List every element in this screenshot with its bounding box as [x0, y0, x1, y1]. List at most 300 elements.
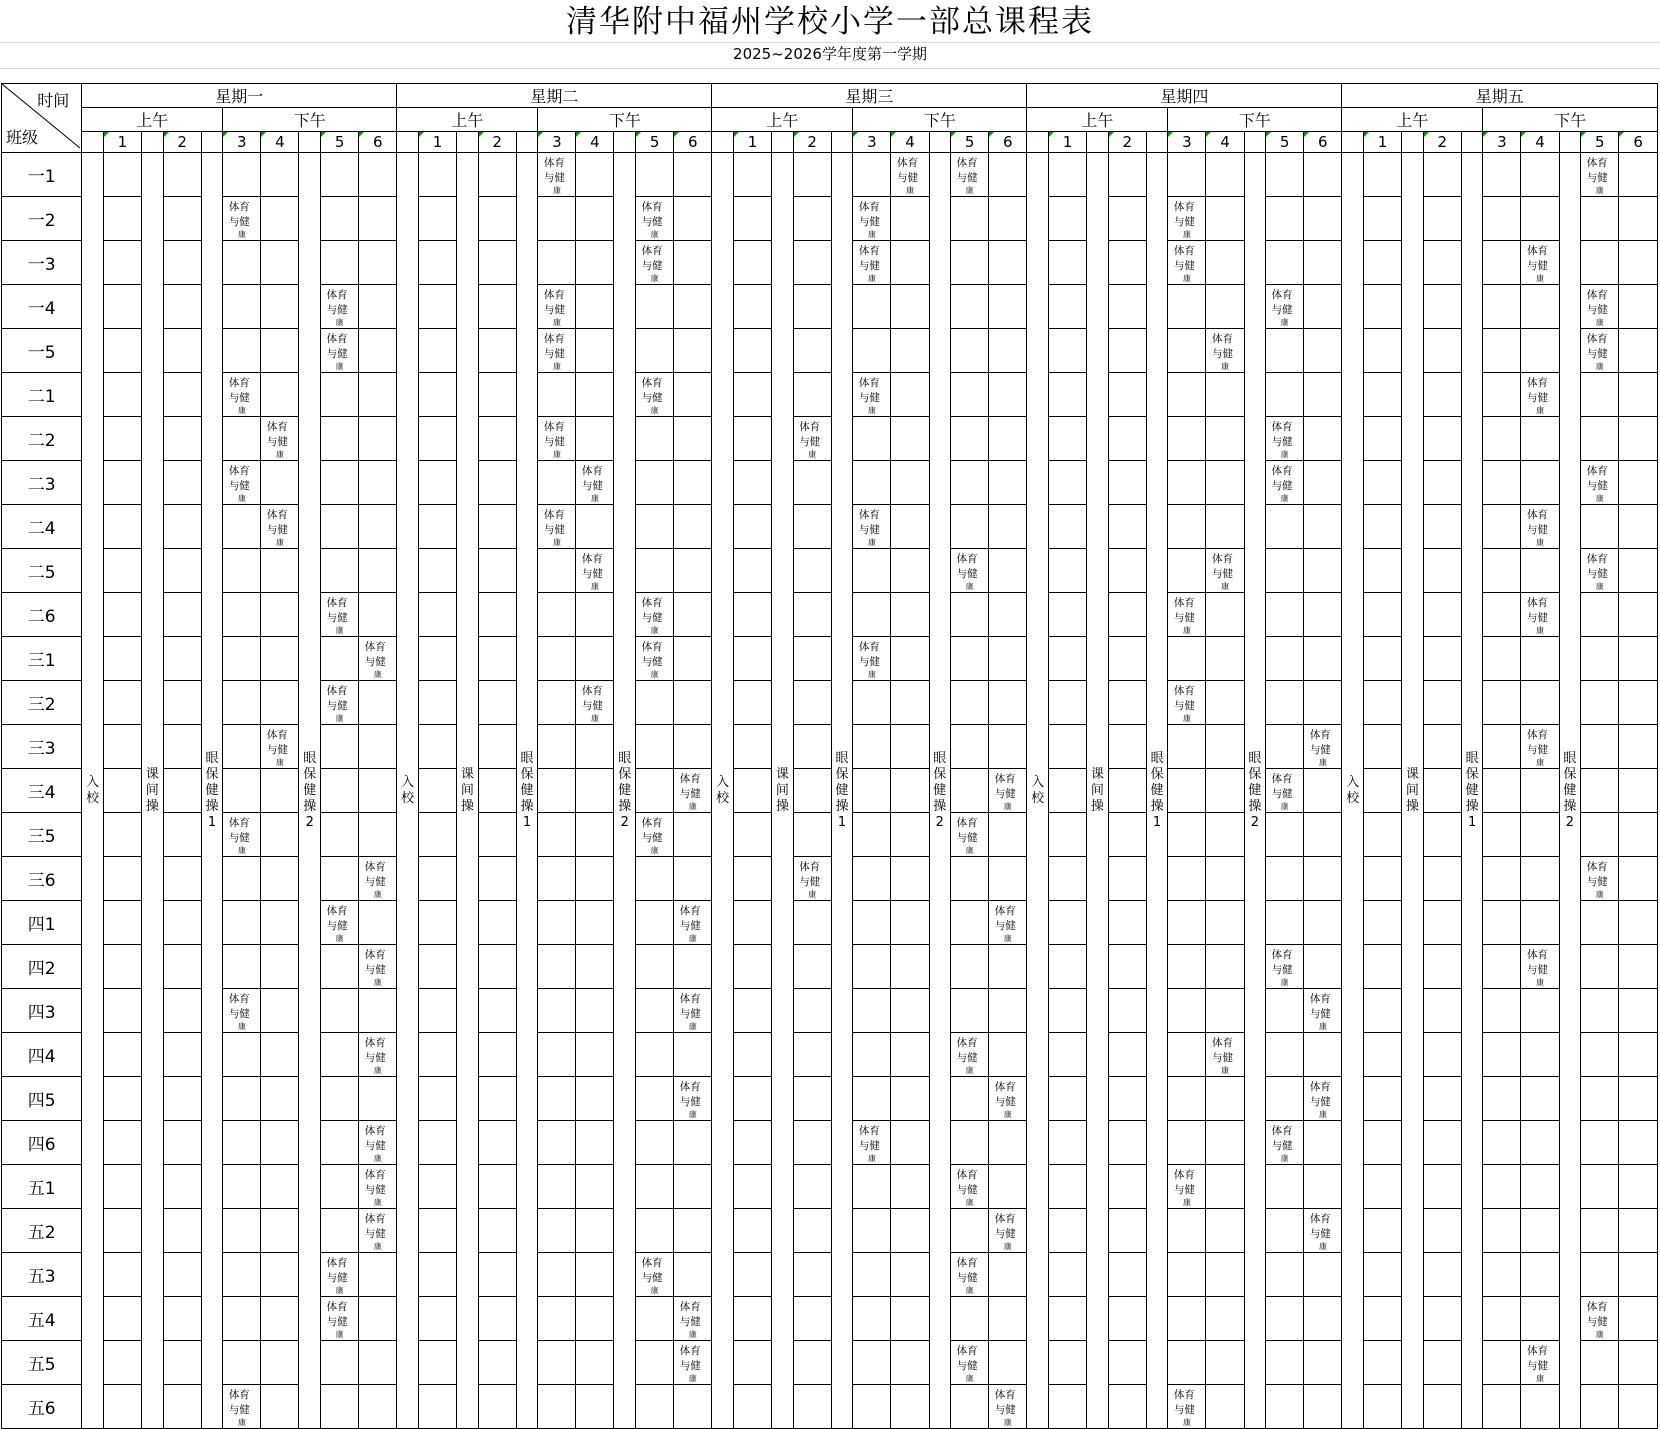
schedule-cell [793, 1077, 831, 1121]
class-name: 四6 [2, 1121, 82, 1165]
schedule-cell [1483, 197, 1521, 241]
schedule-cell [321, 1077, 359, 1121]
schedule-cell [1206, 461, 1244, 505]
class-name: 五3 [2, 1253, 82, 1297]
schedule-cell [163, 637, 201, 681]
schedule-cell [989, 1121, 1027, 1165]
schedule-cell [1423, 1253, 1461, 1297]
empty-header-cell [831, 132, 853, 153]
schedule-cell [1168, 1165, 1206, 1209]
term-subtitle: 2025~2026学年度第一学期 [733, 45, 927, 63]
schedule-cell [1266, 285, 1304, 329]
schedule-cell [1266, 901, 1304, 945]
schedule-cell [1521, 1209, 1559, 1253]
schedule-cell [1423, 505, 1461, 549]
schedule-cell [951, 241, 989, 285]
schedule-cell [636, 813, 674, 857]
period-number: 3 [1483, 132, 1521, 153]
schedule-cell [1108, 241, 1146, 285]
schedule-cell [478, 637, 516, 681]
schedule-cell [223, 1253, 261, 1297]
schedule-cell [261, 769, 299, 813]
schedule-cell [951, 813, 989, 857]
schedule-cell [359, 461, 397, 505]
schedule-cell [1266, 857, 1304, 901]
schedule-cell [1619, 681, 1658, 725]
pe-lesson: 体育与健 康 [679, 1080, 701, 1119]
schedule-cell [1619, 1165, 1658, 1209]
schedule-cell [223, 769, 261, 813]
schedule-cell [989, 1297, 1027, 1341]
period-number: 5 [636, 132, 674, 153]
schedule-cell [1266, 681, 1304, 725]
schedule-cell [733, 681, 771, 725]
schedule-cell [1266, 1341, 1304, 1385]
schedule-cell [891, 725, 929, 769]
schedule-cell [891, 989, 929, 1033]
schedule-cell [321, 1297, 359, 1341]
empty-header-cell [772, 132, 794, 153]
schedule-cell [793, 1121, 831, 1165]
schedule-cell [674, 681, 712, 725]
schedule-cell [853, 505, 891, 549]
period-number: 2 [793, 132, 831, 153]
schedule-cell [733, 417, 771, 461]
schedule-cell [1304, 813, 1342, 857]
pe-lesson: 体育与健 康 [543, 288, 565, 327]
schedule-cell [1619, 857, 1658, 901]
class-name: 五5 [2, 1341, 82, 1385]
schedule-cell [418, 549, 456, 593]
schedule-cell [538, 945, 576, 989]
day-header: 星期四 [1027, 84, 1342, 108]
class-name: 四1 [2, 901, 82, 945]
schedule-cell [1364, 1297, 1402, 1341]
schedule-cell [1521, 1121, 1559, 1165]
schedule-cell [853, 1385, 891, 1429]
schedule-cell [478, 725, 516, 769]
pe-lesson: 体育与健 康 [1309, 992, 1331, 1031]
schedule-cell [989, 373, 1027, 417]
schedule-cell [478, 1385, 516, 1429]
schedule-cell [359, 813, 397, 857]
schedule-cell [1049, 505, 1087, 549]
schedule-cell [891, 1077, 929, 1121]
day-header: 星期三 [712, 84, 1027, 108]
schedule-cell [538, 901, 576, 945]
schedule-cell [1266, 725, 1304, 769]
schedule-cell [103, 813, 141, 857]
schedule-cell [1168, 1297, 1206, 1341]
class-name: 一5 [2, 329, 82, 373]
schedule-cell [418, 1165, 456, 1209]
pe-lesson: 体育与健 康 [1586, 156, 1608, 195]
empty-header-cell [1402, 132, 1424, 153]
schedule-cell [1619, 593, 1658, 637]
schedule-cell [321, 725, 359, 769]
schedule-cell [1581, 461, 1619, 505]
schedule-cell [1483, 945, 1521, 989]
schedule-cell [891, 857, 929, 901]
schedule-cell [793, 505, 831, 549]
schedule-cell [636, 197, 674, 241]
schedule-cell [478, 197, 516, 241]
schedule-cell [1049, 461, 1087, 505]
schedule-cell [321, 1209, 359, 1253]
schedule-cell [674, 549, 712, 593]
schedule-cell [163, 1297, 201, 1341]
schedule-cell [951, 329, 989, 373]
schedule-cell [1521, 417, 1559, 461]
schedule-cell [538, 197, 576, 241]
schedule-cell [103, 769, 141, 813]
schedule-cell [261, 1121, 299, 1165]
eye1-column [1146, 153, 1168, 1429]
schedule-cell [989, 637, 1027, 681]
schedule-cell [1364, 1121, 1402, 1165]
schedule-cell [1168, 417, 1206, 461]
period-number: 4 [261, 132, 299, 153]
schedule-cell [853, 945, 891, 989]
pe-lesson: 体育与健 康 [228, 464, 250, 503]
schedule-cell [538, 373, 576, 417]
schedule-cell [538, 769, 576, 813]
pe-lesson: 体育与健 康 [581, 552, 603, 591]
schedule-cell [674, 1297, 712, 1341]
schedule-cell [1304, 725, 1342, 769]
pe-lesson: 体育与健 康 [364, 1124, 386, 1163]
schedule-cell [261, 461, 299, 505]
schedule-cell [576, 901, 614, 945]
schedule-cell [103, 241, 141, 285]
schedule-cell [478, 285, 516, 329]
schedule-cell [1206, 637, 1244, 681]
pe-lesson: 体育与健 康 [228, 992, 250, 1031]
schedule-cell [1423, 461, 1461, 505]
schedule-cell [1108, 153, 1146, 197]
schedule-cell [1423, 813, 1461, 857]
schedule-cell [951, 549, 989, 593]
schedule-cell [636, 769, 674, 813]
schedule-cell [674, 373, 712, 417]
schedule-cell [1423, 901, 1461, 945]
schedule-cell [951, 769, 989, 813]
schedule-cell [1049, 1077, 1087, 1121]
schedule-cell [1168, 681, 1206, 725]
pe-lesson: 体育与健 康 [641, 596, 663, 635]
schedule-cell [1619, 329, 1658, 373]
schedule-cell [1423, 637, 1461, 681]
schedule-cell [418, 769, 456, 813]
schedule-cell [1521, 769, 1559, 813]
schedule-cell [1619, 549, 1658, 593]
schedule-cell [951, 1385, 989, 1429]
schedule-cell [793, 637, 831, 681]
pe-lesson: 体育与健 康 [1586, 860, 1608, 899]
empty-header-cell [201, 132, 223, 153]
schedule-cell [1581, 373, 1619, 417]
schedule-cell [793, 813, 831, 857]
schedule-cell [793, 901, 831, 945]
pe-lesson: 体育与健 康 [266, 508, 288, 547]
schedule-cell [1364, 1341, 1402, 1385]
schedule-cell [359, 1297, 397, 1341]
schedule-cell [1364, 241, 1402, 285]
schedule-cell [576, 1253, 614, 1297]
schedule-cell [1168, 593, 1206, 637]
schedule-cell [321, 549, 359, 593]
schedule-cell [418, 1385, 456, 1429]
schedule-cell [538, 989, 576, 1033]
schedule-cell [576, 1121, 614, 1165]
schedule-cell [538, 1033, 576, 1077]
schedule-cell [223, 1341, 261, 1385]
pe-lesson: 体育与健 康 [543, 332, 565, 371]
schedule-cell [103, 725, 141, 769]
schedule-cell [674, 989, 712, 1033]
schedule-cell [891, 505, 929, 549]
class-name: 二2 [2, 417, 82, 461]
schedule-cell [359, 1165, 397, 1209]
schedule-cell [951, 153, 989, 197]
schedule-cell [163, 1033, 201, 1077]
schedule-cell [321, 373, 359, 417]
schedule-cell [636, 1385, 674, 1429]
class-name: 四5 [2, 1077, 82, 1121]
schedule-cell [359, 637, 397, 681]
pe-lesson: 体育与健 康 [1527, 508, 1549, 547]
pe-lesson: 体育与健 康 [799, 860, 821, 899]
schedule-cell [1423, 593, 1461, 637]
schedule-cell [163, 901, 201, 945]
schedule-cell [1304, 637, 1342, 681]
schedule-cell [1619, 637, 1658, 681]
schedule-cell [951, 1077, 989, 1121]
schedule-cell [674, 461, 712, 505]
schedule-cell [359, 197, 397, 241]
period-number: 2 [163, 132, 201, 153]
schedule-cell [1304, 681, 1342, 725]
schedule-cell [793, 1253, 831, 1297]
schedule-cell [1364, 857, 1402, 901]
schedule-cell [636, 329, 674, 373]
schedule-cell [261, 725, 299, 769]
schedule-cell [478, 769, 516, 813]
schedule-cell [1206, 681, 1244, 725]
schedule-cell [223, 1077, 261, 1121]
schedule-cell [674, 945, 712, 989]
schedule-cell [636, 505, 674, 549]
period-number: 2 [1423, 132, 1461, 153]
schedule-cell [418, 241, 456, 285]
schedule-cell [418, 725, 456, 769]
class-name: 三5 [2, 813, 82, 857]
arrive-column [1342, 153, 1364, 1429]
schedule-cell [989, 241, 1027, 285]
arrive-label: 入校 [716, 774, 730, 806]
schedule-cell [674, 1253, 712, 1297]
schedule-cell [418, 1297, 456, 1341]
eye1-column [831, 153, 853, 1429]
exercise-label: 课间操 [1090, 766, 1104, 814]
schedule-cell [538, 1209, 576, 1253]
pe-lesson: 体育与健 康 [1271, 420, 1293, 459]
eye2-column [1559, 153, 1581, 1429]
schedule-cell [636, 1033, 674, 1077]
schedule-cell [163, 857, 201, 901]
schedule-cell [321, 857, 359, 901]
schedule-cell [1423, 945, 1461, 989]
schedule-cell [163, 1341, 201, 1385]
schedule-cell [1619, 989, 1658, 1033]
schedule-cell [1423, 197, 1461, 241]
pe-lesson: 体育与健 康 [641, 200, 663, 239]
schedule-cell [1581, 285, 1619, 329]
schedule-cell [1619, 769, 1658, 813]
schedule-cell [538, 1077, 576, 1121]
schedule-cell [1364, 461, 1402, 505]
schedule-cell [1364, 1165, 1402, 1209]
period-number: 5 [1581, 132, 1619, 153]
schedule-cell [1206, 813, 1244, 857]
schedule-cell [478, 593, 516, 637]
schedule-cell [891, 1385, 929, 1429]
schedule-cell [733, 1165, 771, 1209]
schedule-table [1, 83, 1658, 1429]
arrive-column [397, 153, 419, 1429]
schedule-cell [103, 373, 141, 417]
pe-lesson: 体育与健 康 [364, 860, 386, 899]
schedule-cell [163, 285, 201, 329]
schedule-cell [538, 1165, 576, 1209]
schedule-cell [674, 901, 712, 945]
schedule-cell [1581, 857, 1619, 901]
schedule-cell [1304, 1341, 1342, 1385]
schedule-cell [1168, 373, 1206, 417]
schedule-cell [951, 373, 989, 417]
schedule-cell [1521, 329, 1559, 373]
schedule-cell [576, 813, 614, 857]
schedule-cell [576, 373, 614, 417]
schedule-cell [853, 1297, 891, 1341]
schedule-cell [1619, 901, 1658, 945]
class-name: 五6 [2, 1385, 82, 1429]
schedule-cell [538, 549, 576, 593]
schedule-cell [1206, 725, 1244, 769]
schedule-cell [418, 153, 456, 197]
schedule-cell [1423, 549, 1461, 593]
schedule-cell [891, 945, 929, 989]
morning-header: 上午 [82, 108, 223, 132]
pe-lesson: 体育与健 康 [266, 420, 288, 459]
schedule-cell [103, 989, 141, 1033]
schedule-cell [1168, 505, 1206, 549]
pe-lesson: 体育与健 康 [326, 288, 348, 327]
schedule-cell [951, 725, 989, 769]
schedule-cell [793, 1297, 831, 1341]
schedule-cell [1266, 593, 1304, 637]
schedule-cell [103, 1121, 141, 1165]
schedule-cell [989, 813, 1027, 857]
schedule-cell [223, 1121, 261, 1165]
schedule-cell [1049, 1033, 1087, 1077]
period-number: 3 [223, 132, 261, 153]
schedule-cell [478, 461, 516, 505]
schedule-cell [1364, 1253, 1402, 1297]
schedule-cell [1581, 505, 1619, 549]
schedule-cell [1304, 1033, 1342, 1077]
schedule-cell [1304, 285, 1342, 329]
schedule-cell [261, 1341, 299, 1385]
schedule-cell [576, 549, 614, 593]
schedule-cell [793, 725, 831, 769]
schedule-cell [223, 417, 261, 461]
schedule-cell [261, 417, 299, 461]
schedule-cell [321, 901, 359, 945]
schedule-cell [1619, 197, 1658, 241]
schedule-cell [223, 373, 261, 417]
schedule-cell [1581, 1121, 1619, 1165]
schedule-cell [163, 1253, 201, 1297]
schedule-cell [103, 505, 141, 549]
schedule-cell [1423, 1165, 1461, 1209]
schedule-cell [1619, 461, 1658, 505]
eye1-label: 眼保健操1 [205, 750, 219, 830]
schedule-cell [1423, 1033, 1461, 1077]
schedule-cell [1304, 857, 1342, 901]
schedule-cell [576, 461, 614, 505]
schedule-cell [674, 593, 712, 637]
class-name: 五4 [2, 1297, 82, 1341]
schedule-cell [1049, 945, 1087, 989]
schedule-cell [1521, 1341, 1559, 1385]
schedule-cell [1619, 153, 1658, 197]
schedule-cell [1483, 681, 1521, 725]
pe-lesson: 体育与健 康 [1527, 728, 1549, 767]
schedule-cell [891, 769, 929, 813]
schedule-cell [261, 681, 299, 725]
empty-header-cell [712, 132, 734, 153]
schedule-cell [261, 373, 299, 417]
schedule-cell [1168, 197, 1206, 241]
schedule-cell [223, 285, 261, 329]
pe-lesson: 体育与健 康 [543, 508, 565, 547]
schedule-cell [674, 241, 712, 285]
schedule-cell [951, 637, 989, 681]
eye1-column [516, 153, 538, 1429]
schedule-cell [321, 813, 359, 857]
schedule-cell [538, 593, 576, 637]
schedule-cell [989, 1033, 1027, 1077]
schedule-cell [1483, 417, 1521, 461]
schedule-cell [891, 549, 929, 593]
schedule-cell [1304, 1209, 1342, 1253]
schedule-cell [576, 1341, 614, 1385]
schedule-cell [891, 593, 929, 637]
schedule-cell [1049, 1121, 1087, 1165]
schedule-cell [1483, 241, 1521, 285]
schedule-cell [1108, 1253, 1146, 1297]
schedule-cell [1108, 1297, 1146, 1341]
arrive-label: 入校 [1346, 774, 1360, 806]
pe-lesson: 体育与健 康 [1586, 552, 1608, 591]
pe-lesson: 体育与健 康 [364, 948, 386, 987]
schedule-cell [1108, 901, 1146, 945]
pe-lesson: 体育与健 康 [228, 200, 250, 239]
schedule-cell [1423, 373, 1461, 417]
schedule-cell [951, 285, 989, 329]
schedule-cell [853, 153, 891, 197]
